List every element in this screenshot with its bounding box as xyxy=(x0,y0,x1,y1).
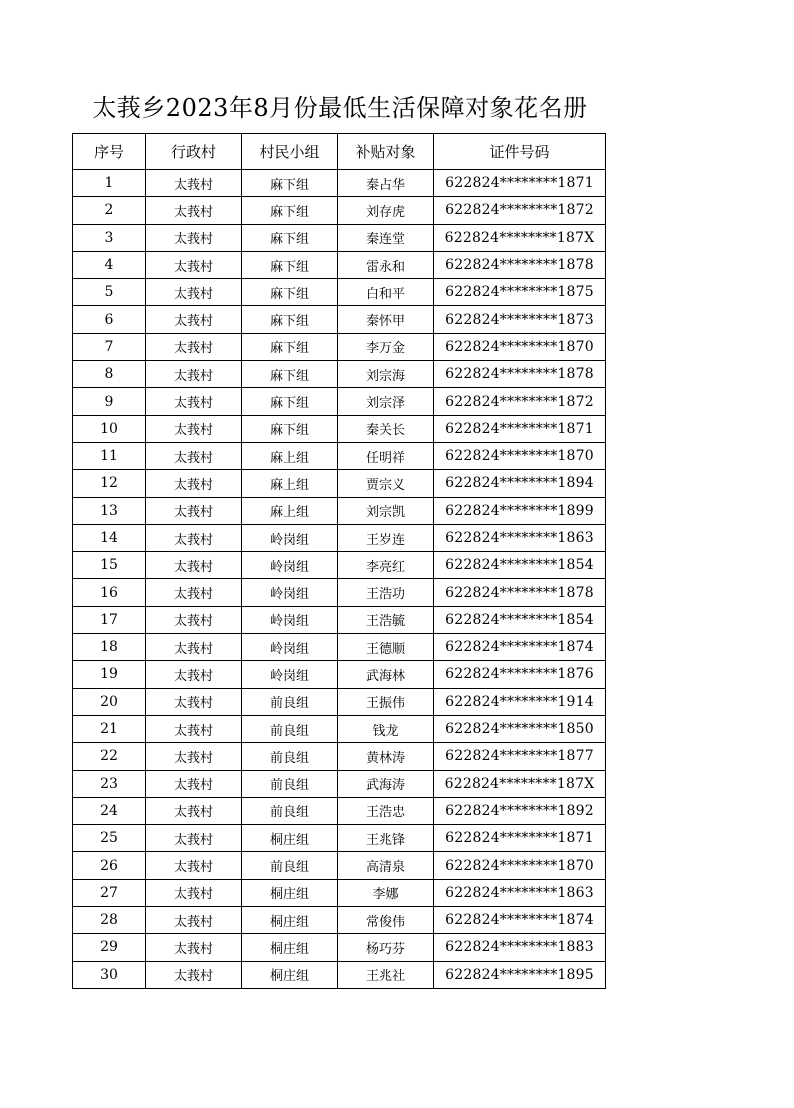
table-row xyxy=(73,934,606,961)
cell-id: 622824********1863 xyxy=(434,524,606,551)
cell-num: 10 xyxy=(73,415,146,442)
cell-num: 12 xyxy=(73,470,146,497)
cell-name: 王浩功 xyxy=(338,579,434,606)
table-row xyxy=(73,552,606,579)
cell-village: 太莪村 xyxy=(146,279,242,306)
cell-num: 7 xyxy=(73,333,146,360)
header-name: 补贴对象 xyxy=(338,134,434,170)
cell-village: 太莪村 xyxy=(146,306,242,333)
cell-name: 王浩忠 xyxy=(338,797,434,824)
cell-group: 前良组 xyxy=(242,797,338,824)
header-group: 村民小组 xyxy=(242,134,338,170)
cell-num: 15 xyxy=(73,552,146,579)
cell-name: 秦连堂 xyxy=(338,224,434,251)
cell-group: 前良组 xyxy=(242,743,338,770)
cell-num: 9 xyxy=(73,388,146,415)
cell-village: 太莪村 xyxy=(146,852,242,879)
table-body xyxy=(73,170,606,989)
cell-id: 622824********1871 xyxy=(434,170,606,197)
cell-village: 太莪村 xyxy=(146,879,242,906)
cell-name: 武海林 xyxy=(338,661,434,688)
cell-group: 麻上组 xyxy=(242,442,338,469)
cell-name: 刘宗海 xyxy=(338,361,434,388)
cell-group: 桐庄组 xyxy=(242,961,338,988)
cell-name: 白和平 xyxy=(338,279,434,306)
cell-id: 622824********1872 xyxy=(434,388,606,415)
cell-id: 622824********1872 xyxy=(434,197,606,224)
table-row xyxy=(73,715,606,742)
cell-name: 杨巧芬 xyxy=(338,934,434,961)
cell-group: 岭岗组 xyxy=(242,661,338,688)
cell-num: 19 xyxy=(73,661,146,688)
cell-group: 前良组 xyxy=(242,715,338,742)
cell-id: 622824********1914 xyxy=(434,688,606,715)
cell-num: 27 xyxy=(73,879,146,906)
roster-table xyxy=(72,133,606,989)
cell-name: 王浩毓 xyxy=(338,606,434,633)
cell-village: 太莪村 xyxy=(146,524,242,551)
cell-id: 622824********1878 xyxy=(434,251,606,278)
table-row xyxy=(73,333,606,360)
table-row xyxy=(73,497,606,524)
cell-num: 26 xyxy=(73,852,146,879)
cell-num: 14 xyxy=(73,524,146,551)
cell-id: 622824********1899 xyxy=(434,497,606,524)
cell-village: 太莪村 xyxy=(146,743,242,770)
cell-group: 麻下组 xyxy=(242,224,338,251)
cell-name: 李万金 xyxy=(338,333,434,360)
cell-name: 秦占华 xyxy=(338,170,434,197)
table-row xyxy=(73,224,606,251)
cell-num: 2 xyxy=(73,197,146,224)
table-row xyxy=(73,961,606,988)
table-row xyxy=(73,415,606,442)
table-row xyxy=(73,688,606,715)
table-row xyxy=(73,470,606,497)
cell-num: 13 xyxy=(73,497,146,524)
cell-id: 622824********1878 xyxy=(434,361,606,388)
cell-num: 6 xyxy=(73,306,146,333)
cell-group: 前良组 xyxy=(242,770,338,797)
cell-group: 麻下组 xyxy=(242,388,338,415)
table-row xyxy=(73,388,606,415)
cell-group: 麻下组 xyxy=(242,170,338,197)
cell-village: 太莪村 xyxy=(146,251,242,278)
cell-village: 太莪村 xyxy=(146,825,242,852)
header-id: 证件号码 xyxy=(434,134,606,170)
cell-num: 11 xyxy=(73,442,146,469)
cell-name: 刘存虎 xyxy=(338,197,434,224)
cell-id: 622824********1875 xyxy=(434,279,606,306)
cell-num: 1 xyxy=(73,170,146,197)
cell-village: 太莪村 xyxy=(146,961,242,988)
table-row xyxy=(73,251,606,278)
header-village: 行政村 xyxy=(146,134,242,170)
cell-id: 622824********1863 xyxy=(434,879,606,906)
cell-village: 太莪村 xyxy=(146,170,242,197)
cell-num: 3 xyxy=(73,224,146,251)
cell-village: 太莪村 xyxy=(146,470,242,497)
cell-village: 太莪村 xyxy=(146,907,242,934)
cell-village: 太莪村 xyxy=(146,552,242,579)
cell-village: 太莪村 xyxy=(146,579,242,606)
table-row xyxy=(73,306,606,333)
cell-name: 李娜 xyxy=(338,879,434,906)
table-header xyxy=(73,134,606,170)
cell-village: 太莪村 xyxy=(146,197,242,224)
table-row xyxy=(73,606,606,633)
cell-id: 622824********1876 xyxy=(434,661,606,688)
cell-village: 太莪村 xyxy=(146,797,242,824)
cell-group: 桐庄组 xyxy=(242,825,338,852)
cell-group: 麻下组 xyxy=(242,333,338,360)
cell-id: 622824********1873 xyxy=(434,306,606,333)
cell-name: 钱龙 xyxy=(338,715,434,742)
cell-name: 黄林涛 xyxy=(338,743,434,770)
cell-group: 麻上组 xyxy=(242,497,338,524)
cell-village: 太莪村 xyxy=(146,688,242,715)
cell-village: 太莪村 xyxy=(146,715,242,742)
cell-id: 622824********1854 xyxy=(434,552,606,579)
cell-group: 岭岗组 xyxy=(242,552,338,579)
cell-village: 太莪村 xyxy=(146,442,242,469)
cell-village: 太莪村 xyxy=(146,606,242,633)
cell-village: 太莪村 xyxy=(146,770,242,797)
cell-name: 秦关长 xyxy=(338,415,434,442)
table-row xyxy=(73,170,606,197)
cell-name: 王岁连 xyxy=(338,524,434,551)
cell-num: 5 xyxy=(73,279,146,306)
cell-num: 25 xyxy=(73,825,146,852)
cell-group: 麻下组 xyxy=(242,306,338,333)
cell-id: 622824********1878 xyxy=(434,579,606,606)
cell-name: 王兆社 xyxy=(338,961,434,988)
table-row xyxy=(73,661,606,688)
cell-village: 太莪村 xyxy=(146,415,242,442)
header-row xyxy=(73,134,606,170)
header-num: 序号 xyxy=(73,134,146,170)
cell-name: 刘宗泽 xyxy=(338,388,434,415)
cell-group: 岭岗组 xyxy=(242,579,338,606)
cell-village: 太莪村 xyxy=(146,388,242,415)
cell-group: 岭岗组 xyxy=(242,524,338,551)
cell-num: 28 xyxy=(73,907,146,934)
cell-num: 22 xyxy=(73,743,146,770)
page-title: 太莪乡2023年8月份最低生活保障对象花名册 xyxy=(92,94,588,122)
cell-id: 622824********1854 xyxy=(434,606,606,633)
cell-group: 桐庄组 xyxy=(242,907,338,934)
cell-id: 622824********1874 xyxy=(434,907,606,934)
cell-id: 622824********1883 xyxy=(434,934,606,961)
cell-name: 王振伟 xyxy=(338,688,434,715)
cell-village: 太莪村 xyxy=(146,934,242,961)
cell-village: 太莪村 xyxy=(146,634,242,661)
cell-group: 麻上组 xyxy=(242,470,338,497)
cell-id: 622824********1850 xyxy=(434,715,606,742)
cell-group: 前良组 xyxy=(242,852,338,879)
cell-id: 622824********1870 xyxy=(434,442,606,469)
cell-name: 武海涛 xyxy=(338,770,434,797)
cell-id: 622824********1871 xyxy=(434,415,606,442)
cell-group: 前良组 xyxy=(242,688,338,715)
cell-village: 太莪村 xyxy=(146,333,242,360)
cell-group: 麻下组 xyxy=(242,279,338,306)
cell-group: 桐庄组 xyxy=(242,934,338,961)
cell-id: 622824********1871 xyxy=(434,825,606,852)
cell-village: 太莪村 xyxy=(146,497,242,524)
cell-group: 麻下组 xyxy=(242,197,338,224)
cell-group: 麻下组 xyxy=(242,251,338,278)
cell-num: 16 xyxy=(73,579,146,606)
cell-village: 太莪村 xyxy=(146,224,242,251)
cell-id: 622824********1895 xyxy=(434,961,606,988)
cell-village: 太莪村 xyxy=(146,361,242,388)
cell-village: 太莪村 xyxy=(146,661,242,688)
cell-id: 622824********1870 xyxy=(434,333,606,360)
cell-group: 麻下组 xyxy=(242,415,338,442)
cell-name: 高清泉 xyxy=(338,852,434,879)
cell-num: 30 xyxy=(73,961,146,988)
table-row xyxy=(73,770,606,797)
table-row xyxy=(73,852,606,879)
cell-id: 622824********1894 xyxy=(434,470,606,497)
cell-group: 岭岗组 xyxy=(242,606,338,633)
cell-num: 4 xyxy=(73,251,146,278)
cell-num: 21 xyxy=(73,715,146,742)
table-row xyxy=(73,634,606,661)
cell-num: 23 xyxy=(73,770,146,797)
cell-name: 王德顺 xyxy=(338,634,434,661)
cell-name: 王兆锋 xyxy=(338,825,434,852)
cell-num: 24 xyxy=(73,797,146,824)
cell-name: 贾宗义 xyxy=(338,470,434,497)
table-row xyxy=(73,825,606,852)
cell-name: 常俊伟 xyxy=(338,907,434,934)
cell-id: 622824********1874 xyxy=(434,634,606,661)
table-row xyxy=(73,361,606,388)
cell-group: 岭岗组 xyxy=(242,634,338,661)
cell-id: 622824********1877 xyxy=(434,743,606,770)
cell-name: 刘宗凯 xyxy=(338,497,434,524)
cell-group: 麻下组 xyxy=(242,361,338,388)
cell-num: 8 xyxy=(73,361,146,388)
cell-num: 17 xyxy=(73,606,146,633)
cell-name: 李亮红 xyxy=(338,552,434,579)
cell-id: 622824********1870 xyxy=(434,852,606,879)
table-row xyxy=(73,879,606,906)
cell-num: 20 xyxy=(73,688,146,715)
table-row xyxy=(73,907,606,934)
table-row xyxy=(73,197,606,224)
table-row xyxy=(73,797,606,824)
table-row xyxy=(73,279,606,306)
cell-name: 任明祥 xyxy=(338,442,434,469)
table-row xyxy=(73,442,606,469)
cell-name: 秦怀甲 xyxy=(338,306,434,333)
table-row xyxy=(73,579,606,606)
cell-id: 622824********187X xyxy=(434,224,606,251)
cell-name: 雷永和 xyxy=(338,251,434,278)
cell-id: 622824********187X xyxy=(434,770,606,797)
cell-id: 622824********1892 xyxy=(434,797,606,824)
table-row xyxy=(73,524,606,551)
table-row xyxy=(73,743,606,770)
cell-num: 18 xyxy=(73,634,146,661)
cell-num: 29 xyxy=(73,934,146,961)
cell-group: 桐庄组 xyxy=(242,879,338,906)
